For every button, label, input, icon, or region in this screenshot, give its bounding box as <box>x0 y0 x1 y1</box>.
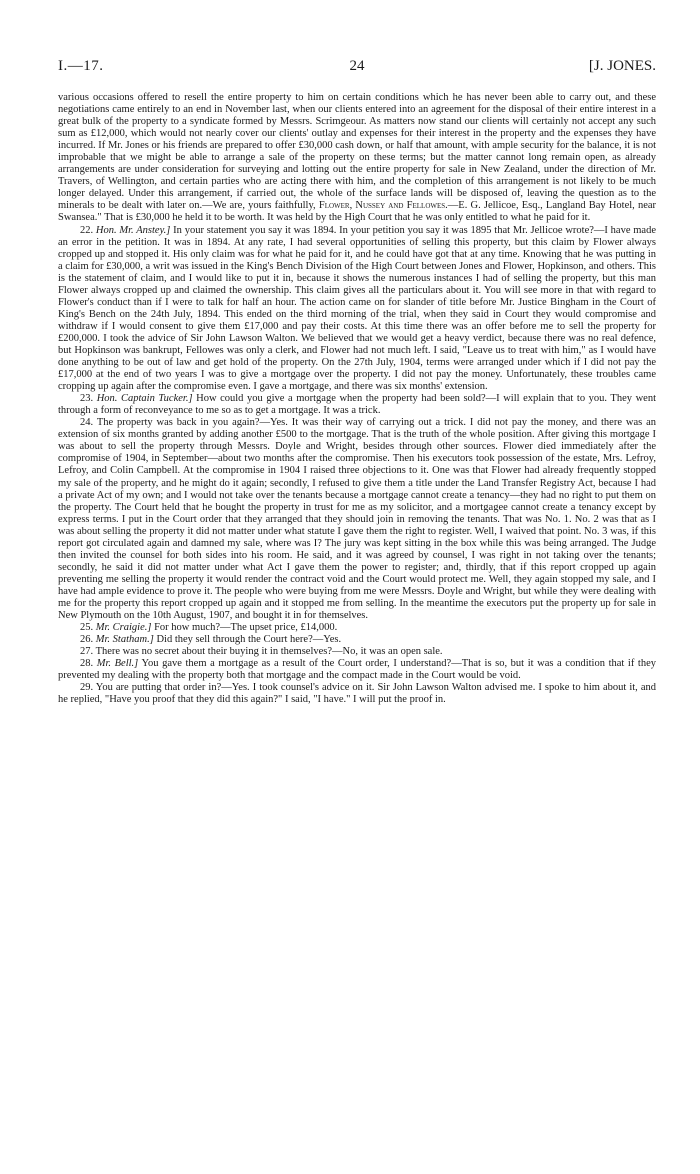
paragraph-text: How could you give a mortgage when the property had been sold?—I will explain that to you. They went through a form of reconveyance to me so as to get a mortgage. It was a trick. <box>58 393 656 417</box>
paragraph-text: For how much?—The upset price, £14,000. <box>154 622 338 634</box>
question-number: 24. <box>80 417 94 429</box>
paragraph-text: The property was back in you again?—Yes. It was their way of carrying out a trick. I did not pay the money, and there was an extension of six months granted by adding another £500 to the mortgage. That is the truth of the whole position. After giving this mortgage I was about to sell the property through Messrs. Doyle and Wright, besides through other sources. Flower died immediately after the compromise of 1904, in September—about two months after the compromise. Then his executors took possession of the estate, Mrs. Lefroy, Lefroy, and Colin Campbell. At the compromise in 1904 I raised three objections to it. One was that Flower had already frequently stopped my sale of the property, and he might do it again; secondly, I refused to give them a title under the Land Transfer Registry Act, because I had a private Act of my own; and I would not take over the tenants because a mortgage cannot create a tenancy—they had no right to put them on the property. The Court held that he bought the property in trust for me as my solicitor, and a mortgagee cannot create a tenancy except by express terms. I put in the Court order that they arranged that they should join in removing the tenants. That was No. 1. No. 2 was that as I was about selling the property it did not matter under what statute I gave them the right to register. Well, I waived that point. No. 3 was, if this report got circulated again and damned my sale, where was I? The jury was kept sitting in the box while this was being arranged. The Judge then invited the counsel for both sides into his room. He said, and it was agreed by counsel, I was right in not taking over the tenants; secondly, he said it did not matter under what Act I gave them the power to register; and, thirdly, that if this report cropped up again preventing me selling the property it would render the contract void and the Court would protect me. Well, they again stopped my sale, and I have had ample evidence to prove it. The people who were buying from me were Messrs. Doyle and Wright, but while they were dealing with me for the property this report cropped up again and it stopped me from selling. In the meantime the executors put the property up for sale in New Plymouth on the 10th August, 1907, and bought it in for themselves. <box>58 417 657 622</box>
paragraph-text: In your statement you say it was 1894. In your petition you say it was 1895 that Mr. Jellicoe wrote?—I have made an error in the petition. It was in 1894. At any rate, I had several opportunities of selling this property, but this claim by Flower always cropped up and stopped it. His only claim was for what he paid for it, and he could have got that at any time. Knowing that he was putting in a claim for £30,000, a writ was issued in the King's Bench Division of the High Court between Jones and Flower, Hopkinson, and others. This is the statement of claim, and I would like to put it in, because it shows the numerous instances I had of selling the property, but this man Flower always cropped up and claimed the ownership. This claim gives all the particulars about it. You will see more in that with regard to Flower's conduct than if I were to talk for half an hour. The action came on for slander of title before Mr. Justice Bingham in the Court of King's Bench on the 24th July, 1894. This ended on the third morning of the trial, when they said in Court they would compromise and withdraw if I would consent to give them £17,000 and pay their costs. At this time there was an offer before me to sell the property for £200,000. I took the advice of Sir John Lawson Walton. We believed that we would get a heavy verdict, because there was no real defence, but Hopkinson was bankrupt, Fellowes was only a clerk, and Flower had not much left. I said, "Leave us to treat with him," as I would have done anything to be out of law and get hold of the property. On the 27th July, 1904, terms were arranged under which if I did not pay the £17,000 at the end of two years I was to give a mortgage over the property. I did not pay the money. Unfortunately, these troubles came cropping up again after the compromise even. I gave a mortgage, and there was six months' extension. <box>58 224 656 393</box>
question-number: 23. <box>80 393 94 405</box>
speaker: Hon. Captain Tucker.] <box>96 393 193 405</box>
speaker: Mr. Craigie.] <box>95 622 152 634</box>
question-number: 26. <box>80 634 94 646</box>
paragraph-text: various occasions offered to resell the entire property to him on certain conditions which he has never been able to carry out, and these negotiations came entirely to an end in November last, when our clients entered into an agreement for the disposal of their entire interest in a great bulk of the property to a syndicate formed by Messrs. Scrimgeour. As matters now stand our clients will certainly not accept any such sum as £12,000, which would not nearly cover our clients' outlay and expenses for their interest in the property and the expenses they have incurred. If Mr. Jones or his friends are prepared to offer £30,000 cash down, or half that amount, with ample security for the balance, it is not improbable that we might be able to arrange a sale of the property on these terms; but the matter cannot long remain open, as already arrangements are under consideration for surveying and lotting out the entire property for sale in New Zealand, under the direction of Mr. Travers, of Wellington, and certain parties who are acting there with him, and the completion of this arrangement is not likely to be much longer delayed. Under this arrangement, if carried out, the whole of the surface lands will be disposed of, leaving the question as to the minerals to be dealt with later on.—We are, yours faithfully, <box>58 92 656 212</box>
question-number: 29. <box>80 682 94 694</box>
paragraph-22 <box>58 225 656 394</box>
question-number: 22. <box>80 224 94 236</box>
evidence-text <box>58 92 656 706</box>
paragraph-text: There was no secret about their buying it in themselves?—No, it was an open sale. <box>95 646 443 658</box>
paragraph-text: You are putting that order in?—Yes. I took counsel's advice on it. Sir John Lawson Walton advised me. I spoke to him about it, and he replied, "Have you proof that they did this again?" I said, "I have." I will put the proof in. <box>58 682 656 706</box>
speaker: Hon. Mr. Anstey.] <box>95 224 171 236</box>
paragraph-29 <box>58 682 656 706</box>
speaker: Mr. Statham.] <box>95 634 154 646</box>
page-number: 24 <box>349 58 365 74</box>
paragraph-text: Did they sell through the Court here?—Yes. <box>156 634 342 646</box>
paragraph-tail: —E. G. Jellicoe, Esq., Langland Bay Hotel, near Swansea." That is £30,000 he held it to be worth. It was held by the High Court that he was only entitled to what he paid for it. <box>58 200 657 224</box>
paragraph-24 <box>58 417 656 622</box>
paragraph-28 <box>58 658 656 682</box>
paragraph-26 <box>58 634 656 646</box>
paragraph-text: You gave them a mortgage as a result of the Court order, I understand?—That is so, but it was a condition that if they prevented my dealing with the property both that mortgage and the compact made in the Court would be void. <box>58 658 656 682</box>
question-number: 27. <box>80 646 94 658</box>
parliamentary-paper-reference: I.—17. <box>58 58 104 74</box>
paragraph-continued <box>58 92 656 225</box>
paragraph-23 <box>58 393 656 417</box>
paragraph-27 <box>58 646 656 658</box>
paragraph-25 <box>58 622 656 634</box>
speaker: Mr. Bell.] <box>96 658 139 670</box>
page-header <box>58 58 656 84</box>
firm-signature: Flower, Nussey and Fellowes. <box>318 200 448 212</box>
question-number: 25. <box>80 622 94 634</box>
question-number: 28. <box>80 658 94 670</box>
witness-name: [J. JONES. <box>588 58 656 74</box>
